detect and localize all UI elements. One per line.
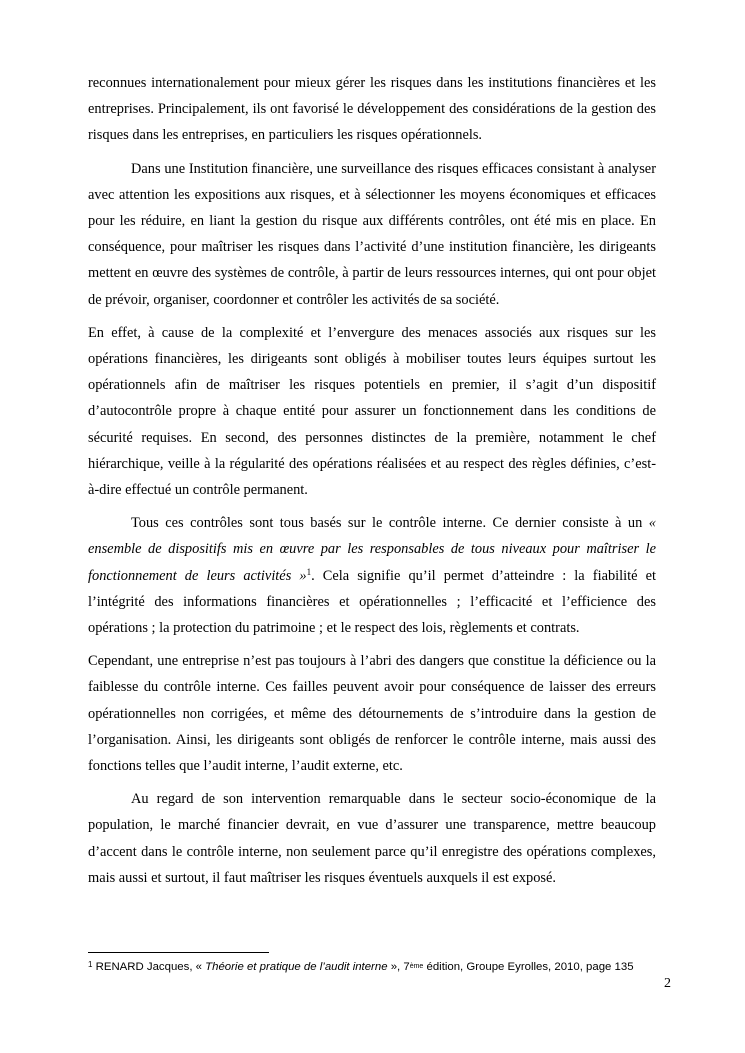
paragraph-4 — [88, 510, 656, 641]
footnote-reference[interactable]: 1 — [306, 566, 312, 577]
footnote-separator — [88, 952, 269, 953]
paragraph-4-lead: Tous ces contrôles sont tous basés sur le contrôle interne. Ce dernier consiste à un — [131, 515, 649, 532]
quoted-definition: « ensemble de dispositifs mis en œuvre par les responsables de tous niveaux pour maîtriser le fonctionnement de leurs activités » — [88, 515, 656, 584]
footnote-publisher: édition, Groupe Eyrolles, 2010, page 135 — [423, 961, 634, 973]
footnote-number: 1 — [88, 960, 93, 969]
footnote-edition-suffix: ème — [409, 963, 424, 970]
footnote-edition: », 7 — [387, 961, 410, 973]
footnote-title: Théorie et pratique de l’audit interne — [205, 961, 388, 973]
paragraph-5: Cependant, une entreprise n’est pas toujours à l’abri des dangers que constitue la déficience ou la faiblesse du contrôle interne. Ces failles peuvent avoir pour conséquence de laisser des erreurs opérationnelles non corrigées, et même des détournements de s’introduire dans la gestion de l’organisation. Ainsi, les dirigeants sont obligés de renforcer le contrôle interne, mais aussi des fonctions telles que l’audit interne, l’audit externe, etc. — [88, 653, 656, 775]
footnote-author: RENARD Jacques, « — [95, 961, 206, 973]
paragraph-1: reconnues internationalement pour mieux gérer les risques dans les institutions financières et les entreprises. Principalement, ils ont favorisé le développement des considérations de la gestion des risques dans les entreprises, en particuliers les risques opérationnels. — [88, 75, 656, 144]
paragraph-2: Dans une Institution financière, une surveillance des risques efficaces consistant à analyser avec attention les expositions aux risques, et à sélectionner les moyens économiques et efficaces pour les réduire, en liant la gestion du risque aux différents contrôles, ont été mis en place. En conséquence, pour maîtriser les risques dans l’activité d’une institution financière, les dirigeants mettent en œuvre des systèmes de contrôle, à partir de leurs ressources internes, qui ont pour objet de prévoir, organiser, coordonner et contrôler les activités de sa société. — [88, 160, 656, 308]
body-text — [88, 70, 656, 898]
footnote — [88, 960, 634, 974]
paragraph-6: Au regard de son intervention remarquable dans le secteur socio-économique de la population, le marché financier devrait, en vue d’assurer une transparence, mettre beaucoup d’accent dans le contrôle interne, non seulement parce qu’il enregistre des opérations complexes, mais aussi et surtout, il faut maîtriser les risques éventuels auxquels il est exposé. — [88, 791, 656, 886]
paragraph-3: En effet, à cause de la complexité et l’envergure des menaces associés aux risques sur les opérations financières, les dirigeants sont obligés à mobiliser toutes leurs équipes surtout les opérationnels afin de maîtriser les risques potentiels en premier, il s’agit d’un dispositif d’autocontrôle propre à chaque entité pour assurer un fonctionnement dans les conditions de sécurité requises. En second, des personnes distinctes de la première, notamment le chef hiérarchique, veille à la régularité des opérations réalisées et au respect des règles définies, c’est-à-dire effectué un contrôle permanent. — [88, 324, 656, 499]
page-number: 2 — [664, 976, 671, 991]
paragraph-4-rest: . Cela signifie qu’il permet d’atteindre : la fiabilité et l’intégrité des informations financières et opérationnelles ; l’efficacité et l’efficience des opérations ; la protection du patrimoine ; et le respect des lois, règlements et contrats. — [88, 567, 657, 637]
